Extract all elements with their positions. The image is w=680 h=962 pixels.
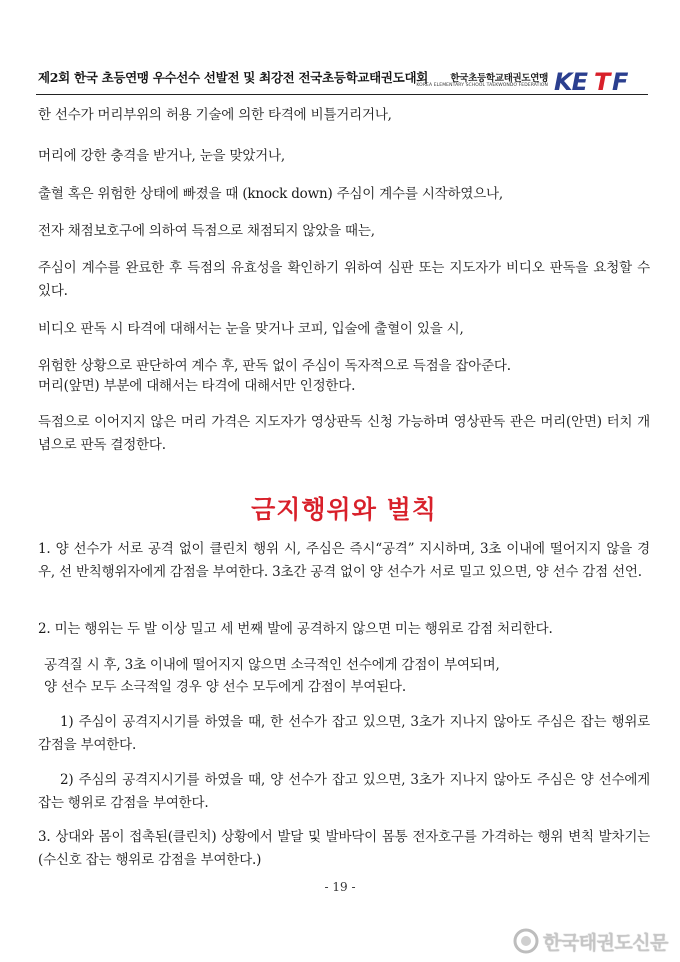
document-title: 제2회 한국 초등연맹 우수선수 선발전 및 최강전 전국초등학교태권도대회: [38, 70, 429, 85]
paragraph: 전자 채점보호구에 의하여 득점으로 채점되지 않았을 때는,: [38, 223, 375, 239]
page-number: - 19 -: [324, 880, 356, 894]
federation-brand: [418, 68, 648, 94]
paragraph: 득점으로 이어지지 않은 머리 가격은 지도자가 영상판독 신청 가능하며 영상판독 관은 머리(안면) 터치 개념으로 판독 결정한다.: [38, 414, 650, 453]
federation-english-name: KOREA ELEMENTARY SCHOOL TAEKWONDO FEDERATION: [416, 83, 548, 88]
paragraph: 위험한 상황으로 판단하여 계수 후, 판독 없이 주심이 독자적으로 득점을 잡아준다.: [38, 358, 511, 374]
svg-text:F: F: [612, 68, 629, 94]
federation-name: 한국초등학교태권도연맹: [450, 73, 548, 84]
paragraph: 비디오 판독 시 타격에 대해서는 눈을 맞거나 코피, 입술에 출혈이 있을 시,: [38, 321, 464, 337]
rule-item: 1. 양 선수가 서로 공격 없이 클린치 행위 시, 주심은 즉시“공격” 지시하며, 3초 이내에 떨어지지 않을 경우, 선 반칙행위자에게 감점을 부여한다. 3초간 공격 없이 양 선수가 서로 밀고 있으면, 양 선수 감점 선언.: [38, 541, 650, 580]
paragraph: 머리(앞면) 부분에 대해서는 타격에 대해서만 인정한다.: [38, 378, 356, 394]
ketf-logo: [552, 68, 648, 94]
paragraph: 한 선수가 머리부위의 허용 기술에 의한 타격에 비틀거리거나,: [38, 107, 392, 123]
page-header: [36, 58, 648, 95]
watermark-text: 한국태권도신문: [543, 931, 668, 954]
paragraph: 주심이 계수를 완료한 후 득점의 유효성을 확인하기 위하여 심판 또는 지도자가 비디오 판독을 요청할 수 있다.: [38, 260, 650, 299]
rule-sub-item: 2) 주심의 공격지시기를 하였을 때, 양 선수가 잡고 있으면, 3초가 지나지 않아도 주심은 양 선수에게 잡는 행위로 감점을 부여한다.: [38, 772, 650, 811]
newspaper-logo-icon: [513, 928, 539, 954]
rule-item: 공격질 시 후, 3초 이내에 떨어지지 않으면 소극적인 선수에게 감점이 부여되며,: [44, 657, 500, 673]
rule-sub-item: 1) 주심이 공격지시기를 하였을 때, 한 선수가 잡고 있으면, 3초가 지나지 않아도 주심은 잡는 행위로 감점을 부여한다.: [38, 714, 650, 753]
rule-item: 3. 상대와 몸이 접촉된(클린치) 상황에서 발달 및 발바닥이 몸통 전자호구를 가격하는 행위 변칙 발차기는(수신호 잡는 행위로 감점을 부여한다.): [38, 829, 650, 868]
rule-item: 양 선수 모두 소극적일 경우 양 선수 모두에게 감점이 부여된다.: [44, 679, 406, 695]
section-title: 금지행위와 벌칙: [251, 495, 437, 524]
rule-item: 2. 미는 행위는 두 발 이상 밀고 세 번째 발에 공격하지 않으면 미는 행위로 감점 처리한다.: [38, 621, 553, 637]
paragraph: 출혈 혹은 위험한 상태에 빠졌을 때 (knock down) 주심이 계수를 시작하였으나,: [38, 186, 503, 202]
svg-text:KE: KE: [554, 68, 587, 94]
svg-text:T: T: [594, 68, 611, 94]
paragraph: 머리에 강한 충격을 받거나, 눈을 맞았거나,: [38, 148, 285, 164]
newspaper-watermark: [513, 928, 668, 954]
